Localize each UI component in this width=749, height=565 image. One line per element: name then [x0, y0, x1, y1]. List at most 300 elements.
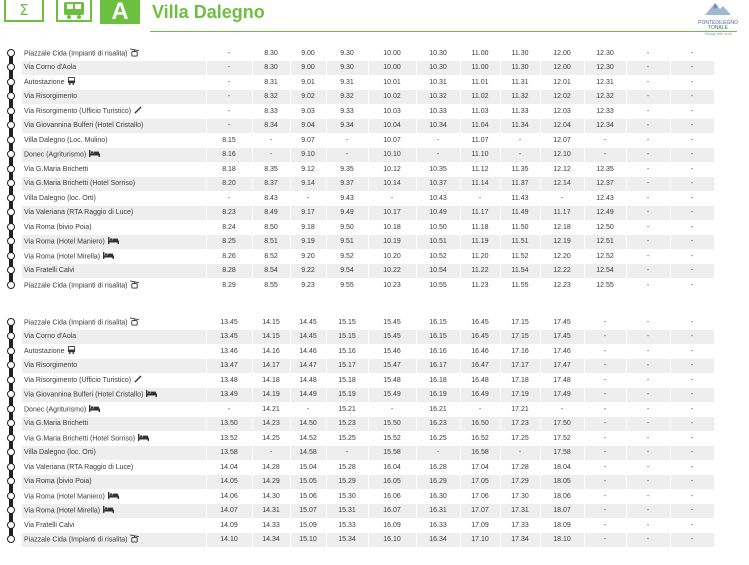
stop-label: Via G.Maria Brichetti	[24, 165, 89, 173]
departure-time: 14.21	[252, 402, 290, 417]
departure-time: 10.52	[416, 249, 460, 264]
departure-time: -	[670, 148, 714, 163]
stop-name	[22, 518, 206, 533]
stop-name	[22, 402, 206, 417]
departure-time: 17.05	[460, 475, 500, 490]
departure-time: 11.49	[500, 206, 540, 221]
departure-time: 10.02	[368, 90, 416, 105]
departure-time: 15.52	[368, 431, 416, 446]
departure-time: -	[626, 359, 670, 374]
departure-time: 17.28	[500, 460, 540, 475]
departure-time: 9.12	[290, 162, 326, 177]
departure-time: 9.31	[326, 75, 368, 90]
stop-marker	[7, 448, 15, 456]
stop-label: Via Fratelli Calvi	[24, 521, 75, 529]
departure-time: 9.43	[326, 191, 368, 206]
departure-time: 13.47	[206, 359, 252, 374]
departure-time: 16.48	[460, 373, 500, 388]
departure-time: -	[290, 191, 326, 206]
departure-time: 17.25	[500, 431, 540, 446]
departure-time: -	[670, 417, 714, 432]
departure-time: 17.50	[540, 417, 584, 432]
table-row	[22, 264, 714, 279]
stop-marker	[7, 165, 15, 173]
departure-time: 14.49	[290, 388, 326, 403]
stop-marker	[7, 194, 15, 202]
stop-marker	[7, 405, 15, 413]
table-row	[22, 315, 714, 330]
departure-time: 16.30	[416, 489, 460, 504]
departure-time: 17.34	[500, 533, 540, 548]
info-icon	[134, 106, 142, 116]
departure-time: -	[416, 148, 460, 163]
departure-time: -	[670, 191, 714, 206]
departure-time: 16.25	[416, 431, 460, 446]
departure-time: -	[500, 148, 540, 163]
cablecar-icon	[130, 48, 139, 59]
departure-time: 16.18	[416, 373, 460, 388]
departure-time: -	[670, 278, 714, 293]
departure-time: -	[206, 402, 252, 417]
departure-time: -	[670, 475, 714, 490]
departure-time: 9.00	[290, 46, 326, 61]
departure-time: 9.07	[290, 133, 326, 148]
departure-time: 16.15	[416, 330, 460, 345]
bed-icon	[103, 506, 114, 515]
departure-time: 8.30	[252, 61, 290, 76]
departure-time: 8.23	[206, 206, 252, 221]
table-row	[22, 359, 714, 374]
departure-time: 16.15	[416, 315, 460, 330]
departure-time: 17.15	[500, 315, 540, 330]
departure-time: 9.00	[290, 61, 326, 76]
departure-time: -	[584, 373, 626, 388]
stop-name	[22, 249, 206, 264]
stop-label: Villa Dalegno (loc. Orti)	[24, 194, 96, 202]
departure-time: -	[670, 162, 714, 177]
departure-time: 11.54	[500, 264, 540, 279]
bed-icon	[108, 492, 119, 501]
departure-time: -	[670, 206, 714, 221]
departure-time: 17.18	[500, 373, 540, 388]
departure-time: 9.54	[326, 264, 368, 279]
stop-label: Piazzale Cida (Impianti di risalita)	[24, 282, 128, 290]
departure-time: 14.23	[252, 417, 290, 432]
departure-time: 8.37	[252, 177, 290, 192]
departure-time: 12.33	[584, 104, 626, 119]
table-row	[22, 344, 714, 359]
stop-name	[22, 278, 206, 293]
table-row	[22, 90, 714, 105]
stop-label: Via Fratelli Calvi	[24, 267, 75, 275]
departure-time: 18.09	[540, 518, 584, 533]
departure-time: 10.19	[368, 235, 416, 250]
stop-marker	[7, 49, 15, 57]
departure-time: 18.04	[540, 460, 584, 475]
departure-time: -	[626, 315, 670, 330]
departure-time: 8.35	[252, 162, 290, 177]
sigma-icon: Σ	[4, 0, 44, 22]
departure-time: 16.23	[416, 417, 460, 432]
departure-time: 17.16	[500, 344, 540, 359]
departure-time: -	[626, 177, 670, 192]
departure-time: -	[670, 104, 714, 119]
departure-time: 14.17	[252, 359, 290, 374]
departure-time: -	[206, 104, 252, 119]
departure-time: 12.07	[540, 133, 584, 148]
departure-time: 17.58	[540, 446, 584, 461]
departure-time: 10.01	[368, 75, 416, 90]
stop-label: Via Roma (bivio Poia)	[24, 478, 92, 486]
stop-name	[22, 220, 206, 235]
departure-time: 9.55	[326, 278, 368, 293]
departure-time: 10.14	[368, 177, 416, 192]
departure-time: 16.28	[416, 460, 460, 475]
departure-time: 17.29	[500, 475, 540, 490]
stop-name	[22, 133, 206, 148]
departure-time: -	[670, 220, 714, 235]
table-row	[22, 518, 714, 533]
departure-time: 8.30	[252, 46, 290, 61]
departure-time: 15.29	[326, 475, 368, 490]
departure-time: -	[670, 46, 714, 61]
bus-icon	[56, 0, 92, 22]
stop-label: Donec (Agriturismo)	[24, 406, 87, 414]
departure-time: 10.10	[368, 148, 416, 163]
stop-label: Piazzale Cida (Impianti di risalita)	[24, 536, 128, 544]
departure-time: 17.07	[460, 504, 500, 519]
departure-time: -	[626, 249, 670, 264]
departure-time: 14.10	[206, 533, 252, 548]
stop-name	[22, 177, 206, 192]
departure-time: 8.51	[252, 235, 290, 250]
departure-time: 11.50	[500, 220, 540, 235]
departure-time: 14.31	[252, 504, 290, 519]
stop-marker	[7, 208, 15, 216]
departure-time: -	[584, 460, 626, 475]
departure-time: 14.48	[290, 373, 326, 388]
departure-time: 15.30	[326, 489, 368, 504]
departure-time: 16.29	[416, 475, 460, 490]
departure-time: 13.46	[206, 344, 252, 359]
departure-time: 8.32	[252, 90, 290, 105]
departure-time: -	[460, 402, 500, 417]
departure-time: -	[670, 431, 714, 446]
departure-time: 11.00	[460, 46, 500, 61]
departure-time: -	[584, 148, 626, 163]
table-row	[22, 177, 714, 192]
departure-time: 14.45	[290, 315, 326, 330]
stop-label: Via Corno d'Aola	[24, 64, 77, 72]
stop-marker	[7, 492, 15, 500]
table-row	[22, 504, 714, 519]
departure-time: -	[584, 344, 626, 359]
departure-time: 10.37	[416, 177, 460, 192]
departure-time: -	[670, 460, 714, 475]
departure-time: -	[584, 431, 626, 446]
departure-time: -	[584, 402, 626, 417]
departure-time: 15.05	[290, 475, 326, 490]
departure-time: 16.19	[416, 388, 460, 403]
departure-time: 17.45	[540, 330, 584, 345]
departure-time: 12.49	[584, 206, 626, 221]
stop-name	[22, 119, 206, 134]
table-row	[22, 388, 714, 403]
departure-time: 11.00	[460, 61, 500, 76]
departure-time: 14.16	[252, 344, 290, 359]
stop-label: Villa Dalegno (loc. Orti)	[24, 449, 96, 457]
departure-time: 10.00	[368, 46, 416, 61]
departure-time: 11.01	[460, 75, 500, 90]
departure-time: 10.23	[368, 278, 416, 293]
departure-time: 11.30	[500, 61, 540, 76]
departure-time: -	[670, 315, 714, 330]
logo-text: PONTEDILEGNO TONALE	[698, 20, 738, 31]
departure-time: -	[368, 191, 416, 206]
stop-name	[22, 315, 206, 330]
departure-time: -	[626, 133, 670, 148]
departure-time: 11.52	[500, 249, 540, 264]
departure-time: 16.10	[368, 533, 416, 548]
stop-name	[22, 330, 206, 345]
departure-time: 10.54	[416, 264, 460, 279]
departure-time: 16.46	[460, 344, 500, 359]
stop-label: Via Giovannina Bulferi (Hotel Cristallo)	[24, 122, 144, 130]
departure-time: 17.49	[540, 388, 584, 403]
timetable-morning	[22, 46, 715, 293]
departure-time: 17.19	[500, 388, 540, 403]
stop-name	[22, 344, 206, 359]
departure-time: 11.14	[460, 177, 500, 192]
departure-time: -	[206, 119, 252, 134]
departure-time: 15.19	[326, 388, 368, 403]
departure-time: 14.30	[252, 489, 290, 504]
departure-time: 8.28	[206, 264, 252, 279]
mountain-icon	[703, 0, 733, 16]
table-row	[22, 431, 714, 446]
departure-time: -	[626, 90, 670, 105]
departure-time: -	[584, 133, 626, 148]
departure-time: 15.04	[290, 460, 326, 475]
departure-time: 16.45	[460, 315, 500, 330]
cablecar-icon	[130, 317, 139, 328]
stop-marker	[7, 419, 15, 427]
stop-marker	[7, 223, 15, 231]
departure-time: 14.25	[252, 431, 290, 446]
departure-time: -	[626, 388, 670, 403]
stop-marker	[7, 390, 15, 398]
departure-time: 13.50	[206, 417, 252, 432]
bus-icon	[67, 346, 76, 356]
departure-time: 15.10	[290, 533, 326, 548]
bus-icon	[67, 77, 76, 87]
departure-time: 11.30	[500, 46, 540, 61]
departure-time: -	[252, 446, 290, 461]
stop-name	[22, 446, 206, 461]
departure-time: 14.15	[252, 330, 290, 345]
departure-time: 17.21	[500, 402, 540, 417]
brand-logo	[692, 0, 744, 34]
stop-label: Via Corno d'Aola	[24, 333, 77, 341]
departure-time: 12.35	[584, 162, 626, 177]
departure-time: 11.07	[460, 133, 500, 148]
departure-time: 12.01	[540, 75, 584, 90]
departure-time: 14.34	[252, 533, 290, 548]
departure-time: 11.03	[460, 104, 500, 119]
departure-time: 14.45	[290, 330, 326, 345]
stop-marker	[7, 237, 15, 245]
departure-time: 16.21	[416, 402, 460, 417]
departure-time: -	[670, 489, 714, 504]
departure-time: 16.34	[416, 533, 460, 548]
stop-name	[22, 460, 206, 475]
stop-label: Via Roma (bivio Poia)	[24, 223, 92, 231]
departure-time: 8.26	[206, 249, 252, 264]
departure-time: 12.50	[584, 220, 626, 235]
departure-time: 10.18	[368, 220, 416, 235]
departure-time: -	[584, 475, 626, 490]
line-badge: A	[100, 0, 140, 24]
bed-icon	[103, 252, 114, 261]
departure-time: 14.05	[206, 475, 252, 490]
departure-time: -	[626, 460, 670, 475]
departure-time: 9.18	[290, 220, 326, 235]
table-row	[22, 75, 714, 90]
table-row	[22, 533, 714, 548]
stop-name	[22, 504, 206, 519]
departure-time: 10.30	[416, 46, 460, 61]
stop-marker	[7, 506, 15, 514]
departure-time: -	[500, 446, 540, 461]
departure-time: -	[626, 206, 670, 221]
stop-name	[22, 191, 206, 206]
departure-time: -	[626, 148, 670, 163]
departure-time: 12.30	[584, 61, 626, 76]
stop-name	[22, 206, 206, 221]
departure-time: -	[626, 373, 670, 388]
departure-time: 15.45	[368, 330, 416, 345]
departure-time: 12.43	[584, 191, 626, 206]
departure-time: 14.52	[290, 431, 326, 446]
departure-time: -	[584, 359, 626, 374]
departure-time: 10.22	[368, 264, 416, 279]
departure-time: 14.15	[252, 315, 290, 330]
departure-time: 8.34	[252, 119, 290, 134]
departure-time: 11.02	[460, 90, 500, 105]
cablecar-icon	[130, 534, 139, 545]
departure-time: 9.35	[326, 162, 368, 177]
departure-time: 12.37	[584, 177, 626, 192]
departure-time: 14.33	[252, 518, 290, 533]
table-row	[22, 206, 714, 221]
departure-time: -	[290, 402, 326, 417]
departure-time: 9.30	[326, 61, 368, 76]
stop-name	[22, 61, 206, 76]
stop-marker	[7, 434, 15, 442]
departure-time: -	[626, 330, 670, 345]
departure-time: 12.31	[584, 75, 626, 90]
stop-marker	[7, 252, 15, 260]
departure-time: -	[626, 61, 670, 76]
departure-time: 9.51	[326, 235, 368, 250]
table-row	[22, 249, 714, 264]
departure-time: 10.31	[416, 75, 460, 90]
departure-time: 10.51	[416, 235, 460, 250]
departure-time: 11.04	[460, 119, 500, 134]
departure-time: 11.34	[500, 119, 540, 134]
departure-time: 12.03	[540, 104, 584, 119]
departure-time: 15.33	[326, 518, 368, 533]
departure-time: 10.03	[368, 104, 416, 119]
departure-time: -	[584, 518, 626, 533]
departure-time: 12.51	[584, 235, 626, 250]
departure-time: 12.18	[540, 220, 584, 235]
departure-time: 13.52	[206, 431, 252, 446]
table-row	[22, 148, 714, 163]
departure-time: 12.54	[584, 264, 626, 279]
page-title: Villa Dalegno	[152, 2, 265, 22]
departure-time: 14.46	[290, 344, 326, 359]
table-row	[22, 373, 714, 388]
departure-time: 9.37	[326, 177, 368, 192]
departure-time: 18.07	[540, 504, 584, 519]
bed-icon	[146, 390, 157, 399]
departure-time: 9.33	[326, 104, 368, 119]
departure-time: 10.04	[368, 119, 416, 134]
departure-time: -	[206, 191, 252, 206]
departure-time: -	[584, 489, 626, 504]
stop-marker	[7, 535, 15, 543]
departure-time: 9.22	[290, 264, 326, 279]
departure-time: 8.43	[252, 191, 290, 206]
departure-time: 10.12	[368, 162, 416, 177]
stop-label: Via Risorgimento	[24, 93, 78, 101]
departure-time: 15.15	[326, 330, 368, 345]
departure-time: 12.10	[540, 148, 584, 163]
departure-time: 14.19	[252, 388, 290, 403]
departure-time: -	[626, 533, 670, 548]
table-row	[22, 46, 714, 61]
departure-time: 12.23	[540, 278, 584, 293]
departure-time: 8.50	[252, 220, 290, 235]
stop-label: Autostazione	[24, 348, 65, 356]
departure-time: 16.49	[460, 388, 500, 403]
stop-marker	[7, 179, 15, 187]
departure-time: 16.58	[460, 446, 500, 461]
departure-time: -	[326, 133, 368, 148]
table-row	[22, 417, 714, 432]
departure-time: -	[626, 431, 670, 446]
departure-time: 14.18	[252, 373, 290, 388]
departure-time: 16.04	[368, 460, 416, 475]
departure-time: 14.50	[290, 417, 326, 432]
departure-time: 14.28	[252, 460, 290, 475]
departure-time: 12.00	[540, 61, 584, 76]
stop-marker	[7, 78, 15, 86]
departure-time: 17.15	[500, 330, 540, 345]
stop-label: Villa Dalegno (Loc. Mulino)	[24, 136, 108, 144]
departure-time: 8.31	[252, 75, 290, 90]
stop-name	[22, 489, 206, 504]
stop-label: Via Roma (Hotel Mirella)	[24, 253, 101, 261]
departure-time: 15.15	[326, 315, 368, 330]
stop-name	[22, 104, 206, 119]
table-row	[22, 460, 714, 475]
departure-time: 10.30	[416, 61, 460, 76]
departure-time: -	[626, 104, 670, 119]
departure-time: -	[416, 133, 460, 148]
departure-time: 8.33	[252, 104, 290, 119]
